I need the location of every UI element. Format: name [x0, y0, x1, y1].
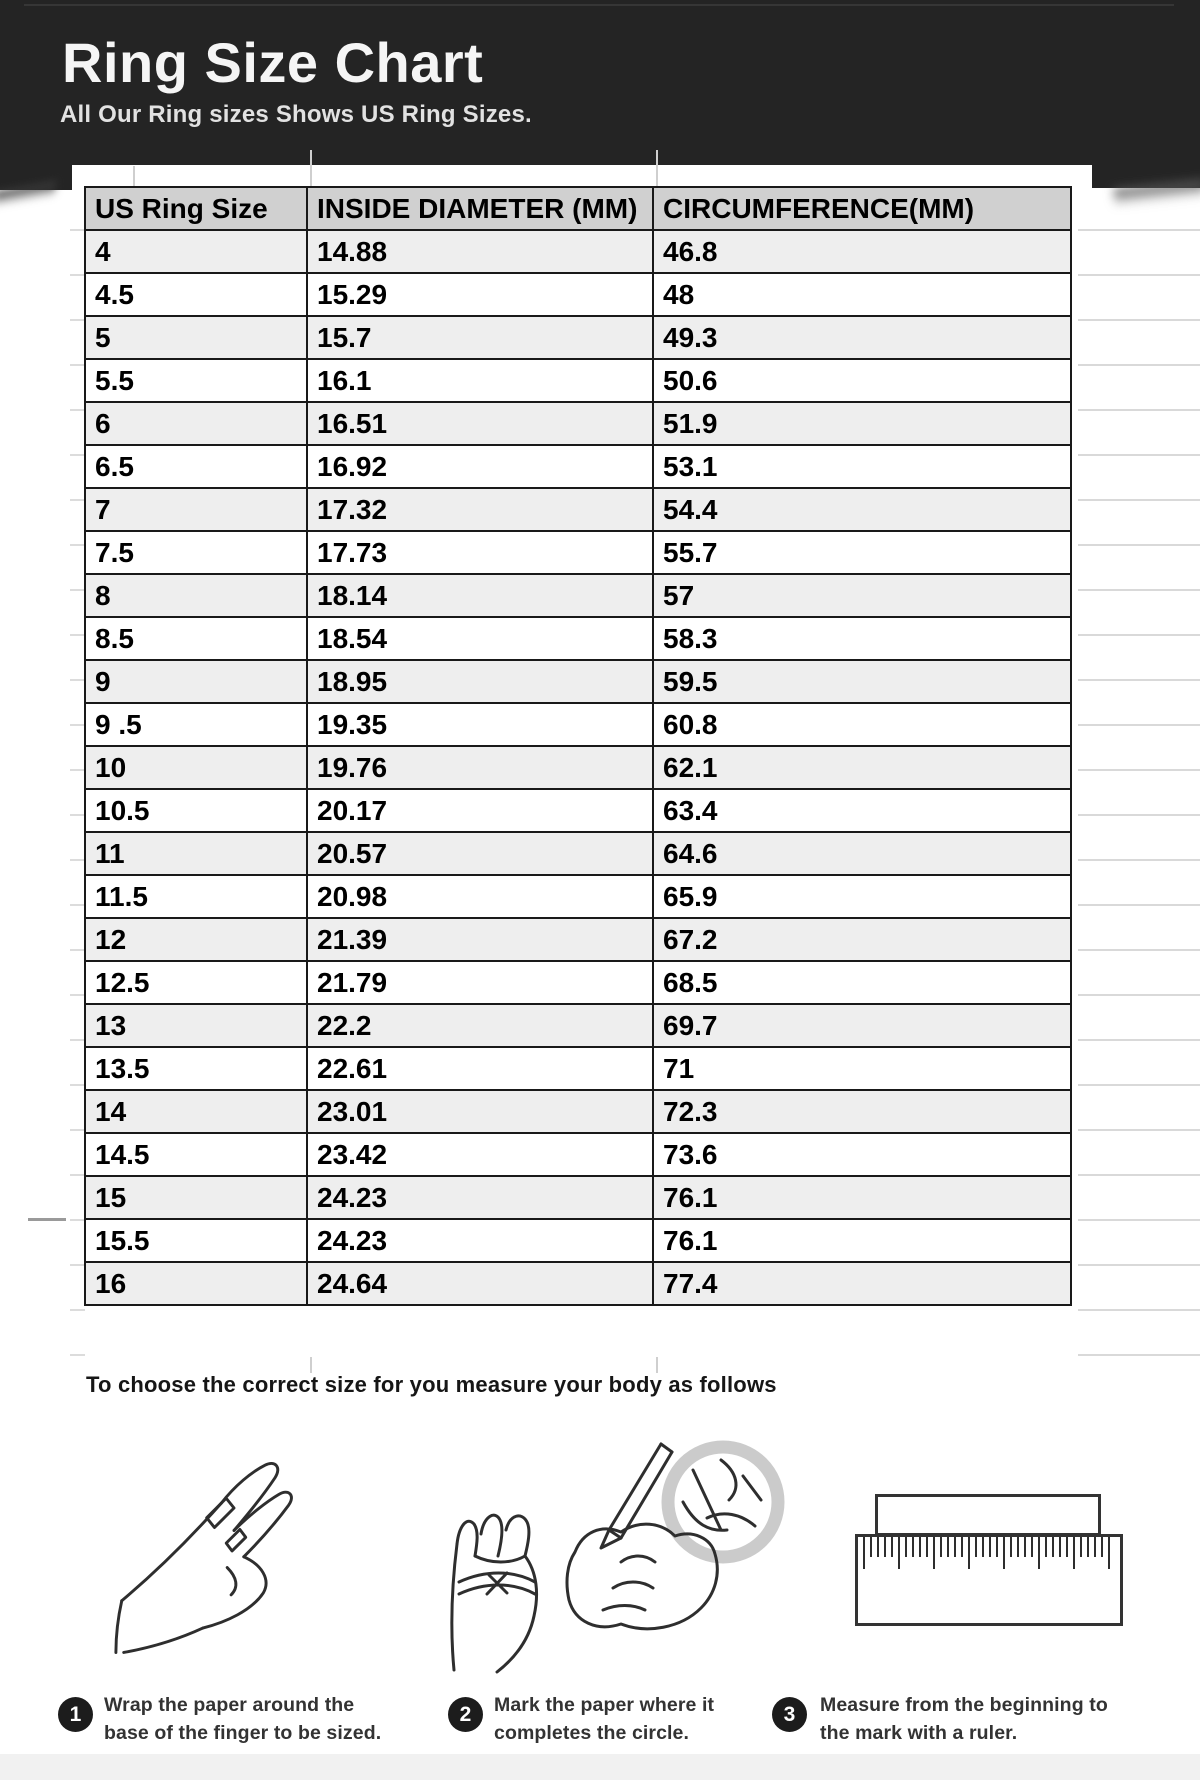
table-cell: 60.8 — [653, 703, 1071, 746]
table-cell: 18.95 — [307, 660, 653, 703]
table-cell: 51.9 — [653, 402, 1071, 445]
table-row — [85, 230, 1071, 273]
table-cell: 57 — [653, 574, 1071, 617]
footer-strip — [0, 1754, 1200, 1780]
table-cell: 21.39 — [307, 918, 653, 961]
table-cell: 71 — [653, 1047, 1071, 1090]
table-cell: 11.5 — [85, 875, 307, 918]
table-cell: 13.5 — [85, 1047, 307, 1090]
table-cell: 46.8 — [653, 230, 1071, 273]
table-cell: 24.64 — [307, 1262, 653, 1305]
table-cell: 59.5 — [653, 660, 1071, 703]
table-row — [85, 402, 1071, 445]
table-row — [85, 875, 1071, 918]
table-row — [85, 832, 1071, 875]
table-cell: 17.73 — [307, 531, 653, 574]
table-row — [85, 961, 1071, 1004]
table-cell: 13 — [85, 1004, 307, 1047]
table-cell: 11 — [85, 832, 307, 875]
table-cell: 53.1 — [653, 445, 1071, 488]
table-row — [85, 488, 1071, 531]
table-cell: 50.6 — [653, 359, 1071, 402]
table-cell: 8.5 — [85, 617, 307, 660]
step-3-text: Measure from the beginning to the mark with a ruler. — [820, 1694, 1108, 1744]
hand-wrap-illustration — [112, 1452, 317, 1687]
ruler-ticks-large — [863, 1537, 1115, 1569]
instructions-heading: To choose the correct size for you measure your body as follows — [86, 1372, 777, 1397]
col-header-circumference: CIRCUMFERENCE(MM) — [653, 187, 1071, 230]
table-header-row — [85, 187, 1071, 230]
gridline-stub — [133, 166, 135, 186]
table-row — [85, 660, 1071, 703]
table-row — [85, 316, 1071, 359]
table-row — [85, 574, 1071, 617]
table-cell: 22.61 — [307, 1047, 653, 1090]
table-cell: 14 — [85, 1090, 307, 1133]
table-row — [85, 1176, 1071, 1219]
table-cell: 19.76 — [307, 746, 653, 789]
table-cell: 17.32 — [307, 488, 653, 531]
col-header-us-ring-size: US Ring Size — [85, 187, 307, 230]
table-cell: 58.3 — [653, 617, 1071, 660]
gridline-stub — [310, 150, 312, 186]
hand-mark-illustration — [425, 1432, 795, 1692]
table-cell: 5.5 — [85, 359, 307, 402]
table-cell: 7 — [85, 488, 307, 531]
table-row — [85, 918, 1071, 961]
table-body — [85, 230, 1071, 1305]
table-row — [85, 445, 1071, 488]
table-cell: 69.7 — [653, 1004, 1071, 1047]
table-row — [85, 359, 1071, 402]
table-row — [85, 1004, 1071, 1047]
table-cell: 4 — [85, 230, 307, 273]
table-row — [85, 1262, 1071, 1305]
page-title: Ring Size Chart — [62, 31, 484, 94]
ruler-illustration — [855, 1494, 1127, 1634]
table-cell: 76.1 — [653, 1176, 1071, 1219]
table-cell: 5 — [85, 316, 307, 359]
table-cell: 24.23 — [307, 1176, 653, 1219]
table-cell: 14.88 — [307, 230, 653, 273]
table-cell: 49.3 — [653, 316, 1071, 359]
stray-gridline-mark — [28, 1218, 66, 1221]
table-cell: 15.29 — [307, 273, 653, 316]
table-cell: 12.5 — [85, 961, 307, 1004]
gridline-stub — [656, 1357, 658, 1373]
col-header-inside-diameter: INSIDE DIAMETER (MM) — [307, 187, 653, 230]
banner-corner-left — [0, 160, 72, 190]
table-cell: 8 — [85, 574, 307, 617]
right-margin-gridlines — [1078, 229, 1200, 1359]
table-row — [85, 703, 1071, 746]
paper-strip — [875, 1494, 1101, 1536]
table-cell: 4.5 — [85, 273, 307, 316]
table-cell: 20.57 — [307, 832, 653, 875]
gridline-stub — [656, 150, 658, 186]
table-row — [85, 273, 1071, 316]
table-cell: 73.6 — [653, 1133, 1071, 1176]
table-cell: 18.54 — [307, 617, 653, 660]
table-cell: 23.01 — [307, 1090, 653, 1133]
table-cell: 15 — [85, 1176, 307, 1219]
table-row — [85, 1133, 1071, 1176]
table-cell: 16.51 — [307, 402, 653, 445]
step-2-text: Mark the paper where it completes the circle. — [494, 1694, 715, 1744]
table-cell: 68.5 — [653, 961, 1071, 1004]
table-cell: 55.7 — [653, 531, 1071, 574]
table-cell: 62.1 — [653, 746, 1071, 789]
step-2-badge: 2 — [448, 1697, 483, 1732]
table-cell: 76.1 — [653, 1219, 1071, 1262]
table-cell: 20.17 — [307, 789, 653, 832]
table-cell: 6.5 — [85, 445, 307, 488]
table-cell: 23.42 — [307, 1133, 653, 1176]
table-cell: 22.2 — [307, 1004, 653, 1047]
table-cell: 6 — [85, 402, 307, 445]
table-cell: 15.5 — [85, 1219, 307, 1262]
table-cell: 16.1 — [307, 359, 653, 402]
step-1-text: Wrap the paper around the base of the finger to be sized. — [104, 1694, 382, 1744]
table-cell: 67.2 — [653, 918, 1071, 961]
table-cell: 9 .5 — [85, 703, 307, 746]
table-cell: 64.6 — [653, 832, 1071, 875]
table-cell: 16 — [85, 1262, 307, 1305]
table-cell: 20.98 — [307, 875, 653, 918]
table-cell: 19.35 — [307, 703, 653, 746]
table-cell: 7.5 — [85, 531, 307, 574]
step-3-badge: 3 — [772, 1697, 807, 1732]
table-cell: 21.79 — [307, 961, 653, 1004]
table-row — [85, 789, 1071, 832]
table-cell: 63.4 — [653, 789, 1071, 832]
ruler-body — [855, 1534, 1123, 1626]
ring-size-table — [84, 186, 1072, 1306]
table-cell: 15.7 — [307, 316, 653, 359]
table-row — [85, 617, 1071, 660]
table-row — [85, 1047, 1071, 1090]
gridline-stub — [310, 1357, 312, 1373]
table-cell: 10.5 — [85, 789, 307, 832]
banner-corner-right — [1092, 160, 1200, 188]
table-cell: 65.9 — [653, 875, 1071, 918]
table-cell: 24.23 — [307, 1219, 653, 1262]
table-cell: 77.4 — [653, 1262, 1071, 1305]
table-cell: 48 — [653, 273, 1071, 316]
table-row — [85, 531, 1071, 574]
page-subtitle: All Our Ring sizes Shows US Ring Sizes. — [60, 101, 532, 128]
table-row — [85, 746, 1071, 789]
table-cell: 10 — [85, 746, 307, 789]
left-margin-gridlines — [70, 229, 85, 1359]
table-cell: 16.92 — [307, 445, 653, 488]
table-cell: 14.5 — [85, 1133, 307, 1176]
table-cell: 9 — [85, 660, 307, 703]
table-cell: 12 — [85, 918, 307, 961]
table-row — [85, 1219, 1071, 1262]
table-row — [85, 1090, 1071, 1133]
step-1-badge: 1 — [58, 1697, 93, 1732]
table-cell: 18.14 — [307, 574, 653, 617]
table-cell: 72.3 — [653, 1090, 1071, 1133]
header-banner — [0, 0, 1200, 165]
table-cell: 54.4 — [653, 488, 1071, 531]
